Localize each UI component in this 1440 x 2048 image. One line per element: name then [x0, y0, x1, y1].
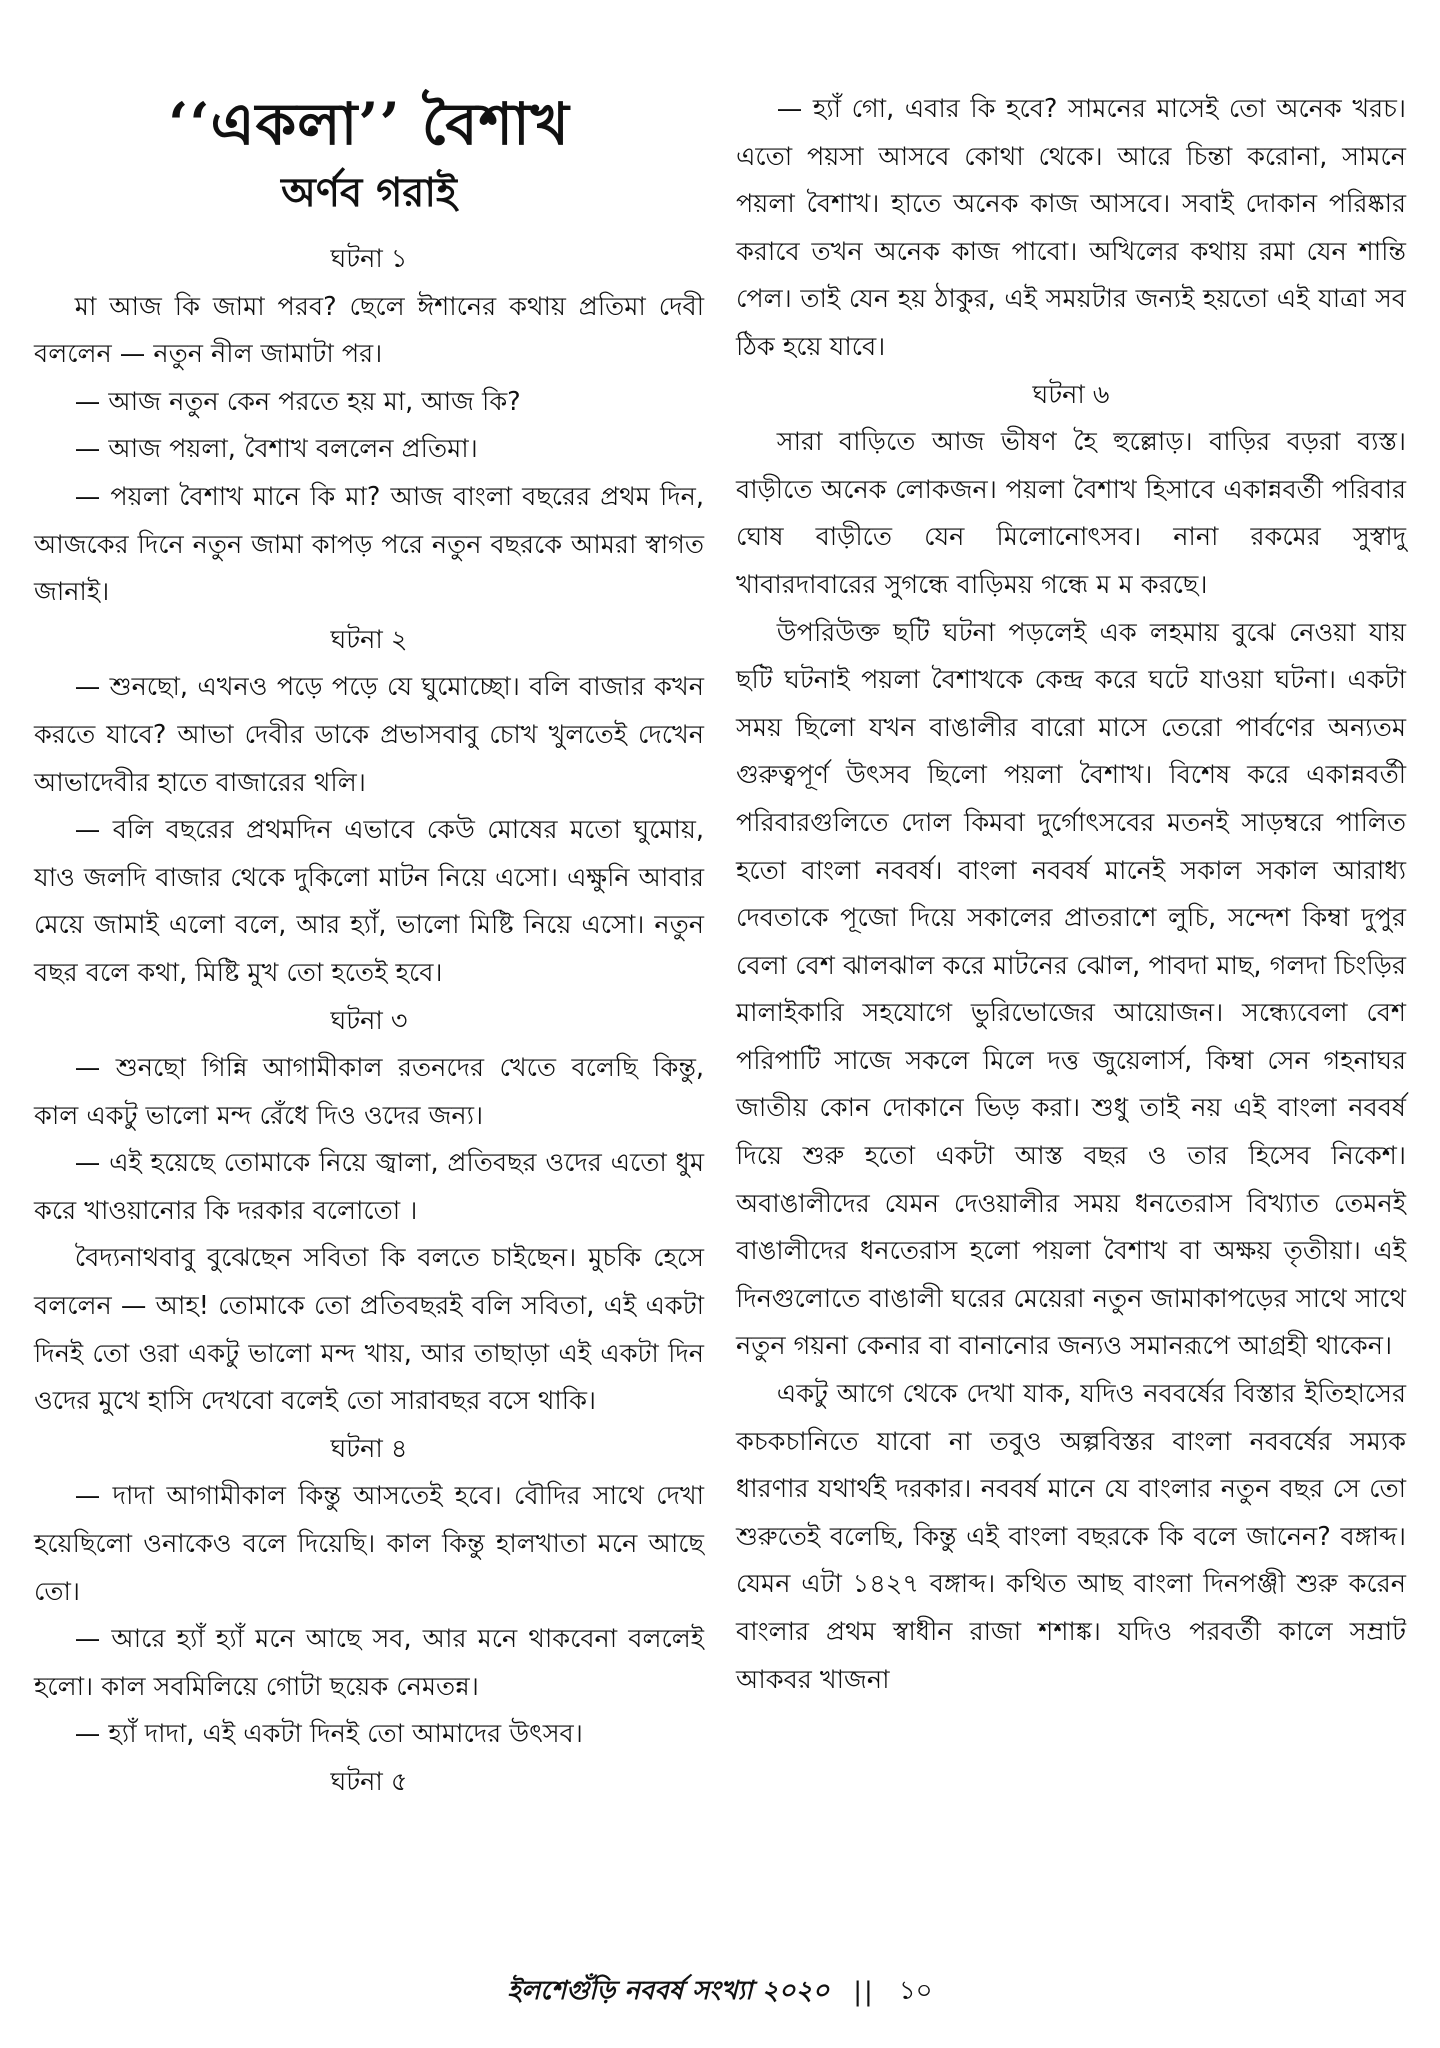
paragraph: — দাদা আগামীকাল কিন্তু আসতেই হবে। বৌদির সাথে দেখা হয়েছিলো ওনাকেও বলে দিয়েছি। কাল কিন্তু হালখাতা মনে আছে তো।	[34, 1481, 704, 1607]
paragraph: উপরিউক্ত ছটি ঘটনা পড়লেই এক লহমায় বুঝে নেওয়া যায় ছটি ঘটনাই পয়লা বৈশাখকে কেন্দ্র করে ঘটে যাওয়া ঘটনা। একটা সময় ছিলো যখন বাঙালীর বারো মাসে তেরো পার্বণের অন্যতম গুরুত্বপূর্ণ উৎসব ছিলো পয়লা বৈশাখ। বিশেষ করে একান্নবর্তী পরিবারগুলিতে দোল কিমবা দুর্গোৎসবের মতনই সাড়ম্বরে পালিত হতো বাংলা নববর্ষ। বাংলা নববর্ষ মানেই সকাল সকাল আরাধ্য দেবতাকে পূজো দিয়ে সকালের প্রাতরাশে লুচি, সন্দেশ কিম্বা দুপুর বেলা বেশ ঝালঝাল করে মাটনের ঝোল, পাবদা মাছ, গলদা চিংড়ির মালাইকারি সহযোগে ভুরিভোজের আয়োজন। সন্ধ্যেবেলা বেশ পরিপাটি সাজে সকলে মিলে দত্ত জুয়েলার্স, কিম্বা সেন গহনাঘর জাতীয় কোন দোকানে ভিড় করা। শুধু তাই নয় এই বাংলা নববর্ষ দিয়ে শুরু হতো একটা আস্ত বছর ও তার হিসেব নিকেশ। অবাঙালীদের যেমন দেওয়ালীর সময় ধনতেরাস বিখ্যাত তেমনই বাঙালীদের ধনতেরাস হলো পয়লা বৈশাখ বা অক্ষয় তৃতীয়া। এই দিনগুলোতে বাঙালী ঘরের মেয়েরা নতুন জামাকাপড়ের সাথে সাথে নতুন গয়না কেনার বা বানানোর জন্যও সমানরূপে আগ্রহী থাকেন।	[736, 617, 1406, 1362]
paragraph: একটু আগে থেকে দেখা যাক, যদিও নববর্ষের বিস্তার ইতিহাসের কচকচানিতে যাবো না তবুও অল্পবিস্তর বাংলা নববর্ষের সম্যক ধারণার যথার্থই দরকার। নববর্ষ মানে যে বাংলার নতুন বছর সে তো শুরুতেই বলেছি, কিন্তু এই বাংলা বছরকে কি বলে জানেন? বঙ্গাব্দ। যেমন এটা ১৪২৭ বঙ্গাব্দ। কথিত আছ বাংলা দিনপঞ্জী শুরু করেন বাংলার প্রথম স্বাধীন রাজা শশাঙ্ক। যদিও পরবর্তী কালে সম্রাট আকবর খাজনা	[736, 1379, 1406, 1695]
right-column	[736, 86, 1406, 1704]
paragraph: মা আজ কি জামা পরব? ছেলে ঈশানের কথায় প্রতিমা দেবী বললেন — নতুন নীল জামাটা পর।	[34, 291, 704, 370]
page-number: ১০	[898, 1976, 933, 2006]
article-title: ‘‘একলা’’ বৈশাখ	[168, 90, 570, 158]
paragraph: — হ্যাঁ দাদা, এই একটা দিনই তো আমাদের উৎসব।	[74, 1719, 583, 1750]
page-footer	[0, 1970, 1440, 2014]
paragraph: — শুনছো গিন্নি আগামীকাল রতনদের খেতে বলেছি কিন্তু, কাল একটু ভালো মন্দ রেঁধে দিও ওদের জন্য।	[34, 1053, 704, 1131]
footer-separator: ||	[853, 1977, 875, 2007]
section-heading-3: ঘটনা ৩	[330, 1005, 408, 1036]
section-heading-1: ঘটনা ১	[330, 244, 408, 274]
article-author: অর্ণব গরাই	[281, 169, 457, 216]
paragraph: — আজ পয়লা, বৈশাখ বললেন প্রতিমা।	[74, 434, 478, 465]
paragraph: — পয়লা বৈশাখ মানে কি মা? আজ বাংলা বছরের প্রথম দিন, আজকের দিনে নতুন জামা কাপড় পরে নতুন বছরকে আমরা স্বাগত জানাই।	[34, 481, 704, 608]
left-column	[34, 86, 704, 1807]
section-heading-5: ঘটনা ৫	[330, 1767, 408, 1797]
paragraph: — আজ নতুন কেন পরতে হয় মা, আজ কি?	[74, 386, 521, 417]
paragraph: সারা বাড়িতে আজ ভীষণ হৈ হুল্লোড়। বাড়ির বড়রা ব্যস্ত। বাড়ীতে অনেক লোকজন। পয়লা বৈশাখ হিসাবে একান্নবর্তী পরিবার ঘোষ বাড়ীতে যেন মিলোনোৎসব। নানা রকমের সুস্বাদু খাবারদাবারের সুগন্ধে বাড়িময় গন্ধে ম ম করছে।	[736, 427, 1406, 600]
paragraph: — আরে হ্যাঁ হ্যাঁ মনে আছে সব, আর মনে থাকবেনা বললেই হলো। কাল সবমিলিয়ে গোটা ছয়েক নেমতন্ন।	[34, 1624, 704, 1702]
magazine-name: ইলশেগুঁড়ি নববর্ষ সংখ্যা ২০২০	[507, 1976, 830, 2006]
paragraph: — এই হয়েছে তোমাকে নিয়ে জ্বালা, প্রতিবছর ওদের এতো ধুম করে খাওয়ানোর কি দরকার বলোতো ।	[34, 1148, 704, 1226]
section-heading-6: ঘটনা ৬	[1032, 379, 1110, 410]
paragraph: বৈদ্যনাথবাবু বুঝেছেন সবিতা কি বলতে চাইছেন। মুচকি হেসে বললেন — আহ! তোমাকে তো প্রতিবছরই বলি সবিতা, এই একটা দিনই তো ওরা একটু ভালো মন্দ খায়, আর তাছাড়া এই একটা দিন ওদের মুখে হাসি দেখবো বলেই তো সারাবছর বসে থাকি।	[34, 1243, 704, 1417]
paragraph: — হ্যাঁ গো, এবার কি হবে? সামনের মাসেই তো অনেক খরচ। এতো পয়সা আসবে কোথা থেকে। আরে চিন্তা করোনা, সামনে পয়লা বৈশাখ। হাতে অনেক কাজ আসবে। সবাই দোকান পরিষ্কার করাবে তখন অনেক কাজ পাবো। অখিলের কথায় রমা যেন শান্তি পেল। তাই যেন হয় ঠাকুর, এই সময়টার জন্যই হয়তো এই যাত্রা সব ঠিক হয়ে যাবে।	[736, 94, 1406, 362]
section-heading-2: ঘটনা ২	[330, 624, 408, 655]
paragraph: — বলি বছরের প্রথমদিন এভাবে কেউ মোষের মতো ঘুমোয়, যাও জলদি বাজার থেকে দুকিলো মাটন নিয়ে এসো। এক্ষুনি আবার মেয়ে জামাই এলো বলে, আর হ্যাঁ, ভালো মিষ্টি নিয়ে এসো। নতুন বছর বলে কথা, মিষ্টি মুখ তো হতেই হবে।	[34, 815, 704, 988]
section-heading-4: ঘটনা ৪	[330, 1433, 408, 1464]
paragraph: — শুনছো, এখনও পড়ে পড়ে যে ঘুমোচ্ছো। বলি বাজার কখন করতে যাবে? আভা দেবীর ডাকে প্রভাসবাবু চোখ খুলতেই দেখেন আভাদেবীর হাতে বাজারের থলি।	[34, 672, 704, 798]
